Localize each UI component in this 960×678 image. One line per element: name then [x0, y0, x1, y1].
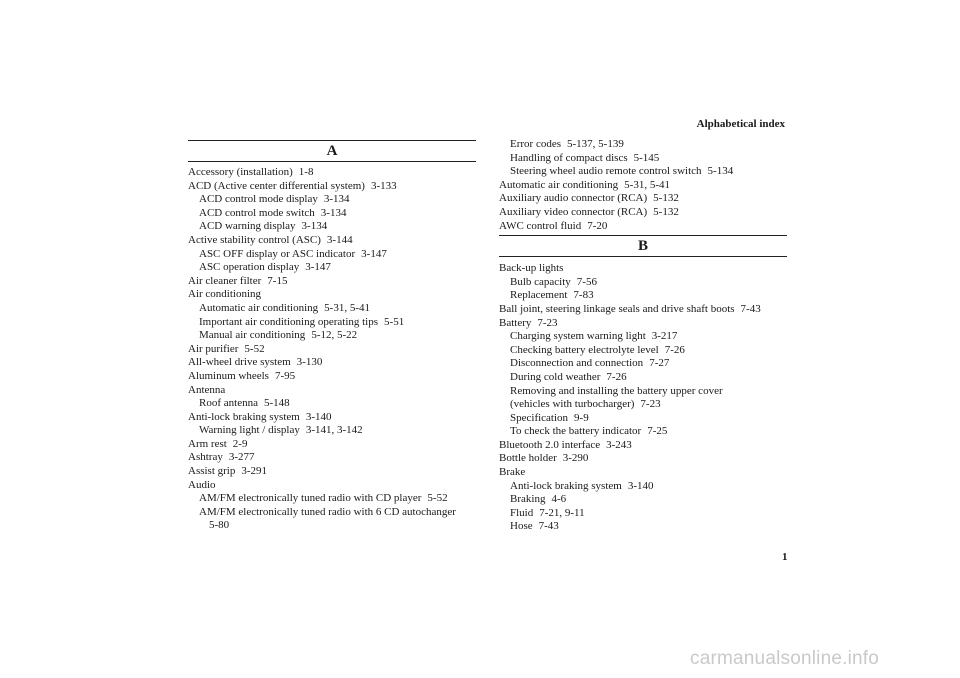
entry-page-ref: 5-137, 5-139	[567, 138, 624, 150]
entry-text: Manual air conditioning	[199, 329, 306, 342]
index-entry	[188, 193, 476, 207]
entry-page-ref: 7-20	[587, 219, 608, 232]
index-entry	[188, 248, 476, 262]
index-entry	[499, 138, 787, 152]
entry-text: Aluminum wheels	[188, 369, 269, 382]
entry-page-ref: 7-15	[267, 274, 288, 287]
entry-page-ref: 7-83	[573, 289, 594, 302]
entry-page-ref: 3-147	[305, 261, 331, 274]
index-column-left	[188, 140, 476, 533]
entry-page-ref: 3-144	[326, 233, 353, 246]
entry-page-ref: 5-132	[653, 192, 679, 205]
entry-text: Handling of compact discs	[510, 151, 628, 164]
entry-text: Battery	[499, 316, 532, 329]
index-entry	[499, 425, 787, 439]
index-entry	[188, 343, 476, 357]
page-number: 1	[782, 551, 788, 563]
entry-page-ref: 3-147	[361, 247, 387, 260]
index-entry	[188, 479, 476, 493]
entry-page-ref: 7-56	[576, 275, 597, 288]
entry-page-ref: 2-9	[232, 437, 248, 450]
entry-page-ref: 7-26	[664, 343, 685, 356]
index-entry	[499, 165, 787, 179]
entry-page-ref: 1-8	[298, 166, 314, 178]
index-column-right	[499, 138, 787, 534]
entry-text: (vehicles with turbocharger)	[510, 398, 635, 411]
entry-page-ref: 5-31, 5-41	[624, 178, 670, 191]
index-entry	[188, 220, 476, 234]
entry-text: Automatic air conditioning	[199, 301, 319, 314]
index-entry	[499, 317, 787, 331]
entry-page-ref: 3-133	[370, 179, 397, 192]
entry-text: ACD control mode switch	[199, 206, 315, 219]
entry-page-ref: 3-134	[301, 220, 328, 233]
entry-page-ref: 7-21, 9-11	[539, 506, 585, 519]
watermark-text: carmanualsonline.info	[690, 648, 880, 669]
entry-page-ref: 3-140	[305, 410, 332, 423]
entry-page-ref: 7-27	[649, 357, 670, 370]
entry-text: ASC operation display	[199, 261, 300, 274]
entry-text: Fluid	[510, 506, 534, 519]
index-entry	[188, 506, 476, 520]
entry-text: Roof antenna	[199, 397, 258, 410]
entry-text: Anti-lock braking system	[188, 410, 300, 423]
index-entry	[499, 152, 787, 166]
entry-page-ref: 5-52	[427, 492, 448, 505]
entry-text: Air conditioning	[188, 288, 262, 301]
entry-text: Removing and installing the battery upper cover	[510, 384, 723, 397]
entry-page-ref: 7-26	[606, 370, 627, 383]
index-entry	[188, 438, 476, 452]
entry-page-ref: 3-141, 3-142	[305, 424, 363, 437]
index-entry-list	[499, 138, 787, 233]
entry-text: Important air conditioning operating tips	[199, 315, 379, 328]
index-entry-list	[188, 166, 476, 533]
entry-text: Audio	[188, 478, 216, 491]
entry-text: To check the battery indicator	[510, 425, 642, 438]
entry-text: Antenna	[188, 383, 226, 396]
index-entry	[188, 166, 476, 180]
index-entry	[499, 507, 787, 521]
index-entry	[188, 397, 476, 411]
index-entry	[499, 262, 787, 276]
entry-text: Automatic air conditioning	[499, 178, 619, 191]
index-entry	[499, 206, 787, 220]
index-entry	[499, 330, 787, 344]
running-header: Alphabetical index	[696, 118, 785, 130]
index-entry	[188, 370, 476, 384]
entry-page-ref: 7-23	[640, 398, 661, 411]
entry-page-ref: 5-132	[653, 205, 679, 218]
entry-text: Auxiliary video connector (RCA)	[499, 205, 648, 218]
entry-text: Anti-lock braking system	[510, 479, 622, 492]
index-entry	[499, 192, 787, 206]
entry-text: Air cleaner filter	[188, 274, 262, 287]
index-entry	[188, 234, 476, 248]
entry-page-ref: 3-243	[606, 438, 632, 451]
entry-text: Accessory (installation)	[188, 166, 293, 178]
index-entry	[499, 385, 787, 399]
entry-text: Disconnection and connection	[510, 357, 644, 370]
entry-text: Steering wheel audio remote control switch	[510, 165, 702, 178]
entry-text: AM/FM electronically tuned radio with CD player	[199, 492, 422, 505]
entry-text: ACD control mode display	[199, 193, 318, 206]
index-entry	[188, 384, 476, 398]
entry-page-ref: 9-9	[574, 411, 589, 424]
entry-text: ACD warning display	[199, 220, 296, 233]
index-entry	[188, 275, 476, 289]
entry-page-ref: 7-43	[538, 520, 559, 533]
index-entry	[499, 303, 787, 317]
entry-text: Air purifier	[188, 342, 239, 355]
entry-page-ref: 5-148	[263, 397, 290, 410]
entry-text: Ashtray	[188, 451, 223, 464]
index-entry	[499, 439, 787, 453]
index-entry	[499, 344, 787, 358]
entry-text: AWC control fluid	[499, 219, 582, 232]
index-entry	[188, 465, 476, 479]
index-entry	[499, 276, 787, 290]
index-entry	[188, 316, 476, 330]
index-entry	[499, 520, 787, 534]
index-entry	[188, 424, 476, 438]
index-entry	[188, 288, 476, 302]
entry-page-ref: 7-25	[647, 425, 668, 438]
entry-text: Replacement	[510, 289, 568, 302]
index-entry	[499, 289, 787, 303]
entry-text: Ball joint, steering linkage seals and drive shaft boots	[499, 302, 735, 315]
entry-page-ref: 3-134	[323, 193, 350, 206]
entry-page-ref: 5-31, 5-41	[324, 301, 370, 314]
index-entry	[499, 493, 787, 507]
index-entry	[499, 466, 787, 480]
entry-page-ref: 3-277	[228, 451, 255, 464]
entry-text: ASC OFF display or ASC indicator	[199, 247, 356, 260]
entry-page-ref: 3-130	[296, 356, 323, 369]
entry-text: Bulb capacity	[510, 275, 571, 288]
index-entry	[188, 207, 476, 221]
index-entry	[499, 398, 787, 412]
entry-page-ref: 7-43	[740, 302, 761, 315]
entry-text: Checking battery electrolyte level	[510, 343, 659, 356]
entry-page-ref: 3-217	[651, 330, 678, 343]
entry-page-ref: 5-145	[633, 151, 660, 164]
entry-text: Error codes	[510, 138, 562, 150]
index-entry	[499, 371, 787, 385]
entry-page-ref: 3-140	[627, 479, 654, 492]
entry-text: 5-80	[209, 519, 230, 532]
index-entry-list	[499, 262, 787, 534]
entry-text: During cold weather	[510, 370, 601, 383]
entry-page-ref: 3-291	[241, 465, 268, 478]
index-entry	[188, 451, 476, 465]
index-entry	[188, 519, 476, 533]
entry-page-ref: 7-23	[537, 316, 558, 329]
entry-text: Arm rest	[188, 437, 227, 450]
entry-text: Auxiliary audio connector (RCA)	[499, 192, 648, 205]
entry-text: Brake	[499, 466, 526, 479]
entry-page-ref: 5-51	[384, 315, 405, 328]
index-entry	[188, 329, 476, 343]
index-entry	[499, 480, 787, 494]
entry-text: Specification	[510, 411, 569, 424]
index-entry	[499, 412, 787, 426]
entry-text: Bottle holder	[499, 452, 557, 465]
section-letter-a: A	[188, 140, 476, 162]
entry-text: Braking	[510, 493, 546, 506]
section-letter-b: B	[499, 235, 787, 257]
entry-page-ref: 4-6	[551, 493, 567, 506]
index-entry	[188, 492, 476, 506]
entry-text: Hose	[510, 520, 533, 533]
entry-text: Active stability control (ASC)	[188, 233, 321, 246]
index-entry	[188, 261, 476, 275]
index-entry	[188, 411, 476, 425]
entry-text: Bluetooth 2.0 interface	[499, 438, 601, 451]
index-entry	[188, 302, 476, 316]
index-entry	[499, 220, 787, 234]
entry-text: All-wheel drive system	[188, 356, 291, 369]
entry-text: ACD (Active center differential system)	[188, 179, 365, 192]
entry-page-ref: 5-12, 5-22	[311, 329, 358, 342]
entry-page-ref: 5-134	[707, 165, 734, 178]
index-entry	[499, 357, 787, 371]
entry-text: Warning light / display	[199, 424, 300, 437]
index-entry	[499, 452, 787, 466]
entry-text: AM/FM electronically tuned radio with 6 CD autochanger	[199, 505, 456, 518]
index-entry	[499, 179, 787, 193]
entry-page-ref: 3-290	[562, 452, 589, 465]
index-entry	[188, 356, 476, 370]
entry-page-ref: 5-52	[244, 342, 265, 355]
entry-text: Assist grip	[188, 465, 236, 478]
entry-page-ref: 3-134	[320, 206, 347, 219]
index-entry	[188, 180, 476, 194]
entry-text: Back-up lights	[499, 262, 564, 275]
entry-text: Charging system warning light	[510, 330, 646, 343]
entry-page-ref: 7-95	[274, 369, 296, 382]
